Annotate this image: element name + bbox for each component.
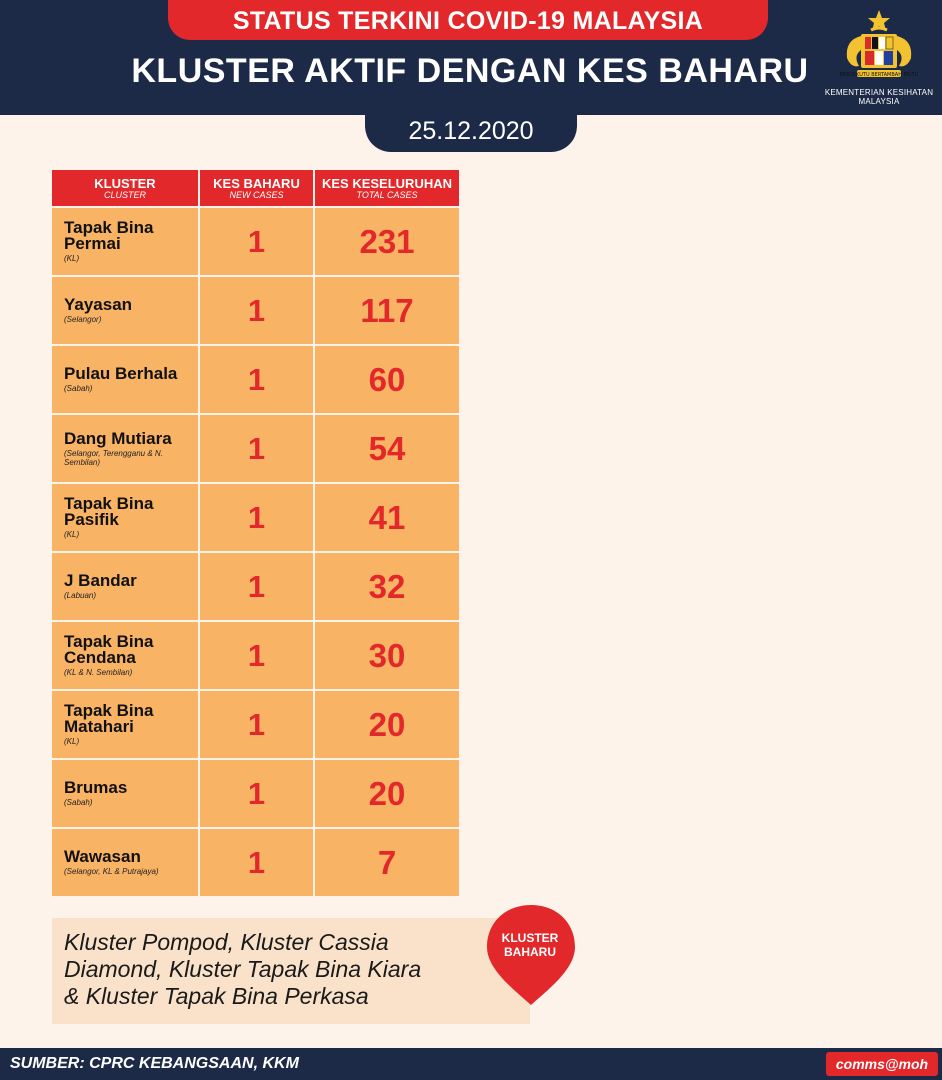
total-cases-cell: 231 [315,208,459,275]
cluster-location: (KL) [64,254,80,263]
coat-of-arms-icon [831,6,927,86]
cluster-name-cell: Pulau Berhala (Sabah) [52,346,198,413]
date-label: 25.12.2020 [365,108,577,152]
cluster-name-cell: Tapak Bina Cendana (KL & N. Sembilan) [52,622,198,689]
cluster-location: (Selangor, Terengganu & N. Sembilan) [64,448,163,467]
cluster-location: (KL & N. Sembilan) [64,668,133,677]
table-row [52,484,459,551]
total-cases-cell: 117 [315,277,459,344]
new-cases-cell: 1 [200,277,313,344]
header-new-cases: KES BAHARU NEW CASES [200,170,313,206]
table-row [52,553,459,620]
new-cases-cell: 1 [200,829,313,896]
source-credit: SUMBER: CPRC KEBANGSAAN, KKM [10,1055,299,1072]
total-cases-cell: 41 [315,484,459,551]
cluster-name-cell: Tapak Bina Pasifik (KL) [52,484,198,551]
table-row [52,415,459,482]
cluster-table [50,168,461,898]
new-cases-cell: 1 [200,622,313,689]
logo-caption-line-1: KEMENTERIAN KESIHATAN [824,88,934,97]
total-cases-cell: 20 [315,760,459,827]
total-cases-cell: 54 [315,415,459,482]
table-row [52,829,459,896]
new-cases-cell: 1 [200,415,313,482]
cluster-location: (Sabah) [64,384,93,393]
header-cluster: KLUSTER CLUSTER [52,170,198,206]
total-cases-cell: 32 [315,553,459,620]
new-cases-cell: 1 [200,553,313,620]
status-banner: STATUS TERKINI COVID-19 MALAYSIA [168,0,768,40]
table-row [52,277,459,344]
cluster-location: (Selangor, KL & Putrajaya) [64,867,159,876]
total-cases-cell: 30 [315,622,459,689]
table-row [52,760,459,827]
header-total-cases: KES KESELURUHAN TOTAL CASES [315,170,459,206]
cluster-location: (KL) [64,737,80,746]
new-cases-cell: 1 [200,346,313,413]
comms-tag: comms@moh [826,1052,938,1076]
cluster-location: (Selangor) [64,315,102,324]
new-cases-cell: 1 [200,760,313,827]
table-row [52,622,459,689]
cluster-location: (Sabah) [64,798,93,807]
table-row [52,691,459,758]
cluster-name-cell: J Bandar (Labuan) [52,553,198,620]
cluster-name-cell: Yayasan (Selangor) [52,277,198,344]
total-cases-cell: 60 [315,346,459,413]
cluster-name-cell: Dang Mutiara (Selangor, Terengganu & N. Sembilan) [52,415,198,482]
new-cases-cell: 1 [200,208,313,275]
kluster-baharu-badge: KLUSTER BAHARU [501,931,559,959]
cluster-location: (Labuan) [64,591,97,600]
table-header-row [52,170,459,206]
cluster-name-cell: Tapak Bina Matahari (KL) [52,691,198,758]
cluster-location: (KL) [64,530,80,539]
new-cases-cell: 1 [200,484,313,551]
cluster-name-cell: Tapak Bina Permai (KL) [52,208,198,275]
new-clusters-note: Kluster Pompod, Kluster Cassia Diamond, Kluster Tapak Bina Kiara & Kluster Tapak Bina Perkasa [64,929,422,1009]
new-cases-cell: 1 [200,691,313,758]
cluster-name-cell: Wawasan (Selangor, KL & Putrajaya) [52,829,198,896]
total-cases-cell: 7 [315,829,459,896]
cluster-name-cell: Brumas (Sabah) [52,760,198,827]
total-cases-cell: 20 [315,691,459,758]
page-title: KLUSTER AKTIF DENGAN KES BAHARU [131,52,809,90]
ministry-logo [820,6,938,110]
table-row [52,208,459,275]
svg-text:BERSEKUTU BERTAMBAH MUTU: BERSEKUTU BERTAMBAH MUTU [839,72,919,78]
table-row [52,346,459,413]
logo-caption-line-2: MALAYSIA [858,97,900,106]
